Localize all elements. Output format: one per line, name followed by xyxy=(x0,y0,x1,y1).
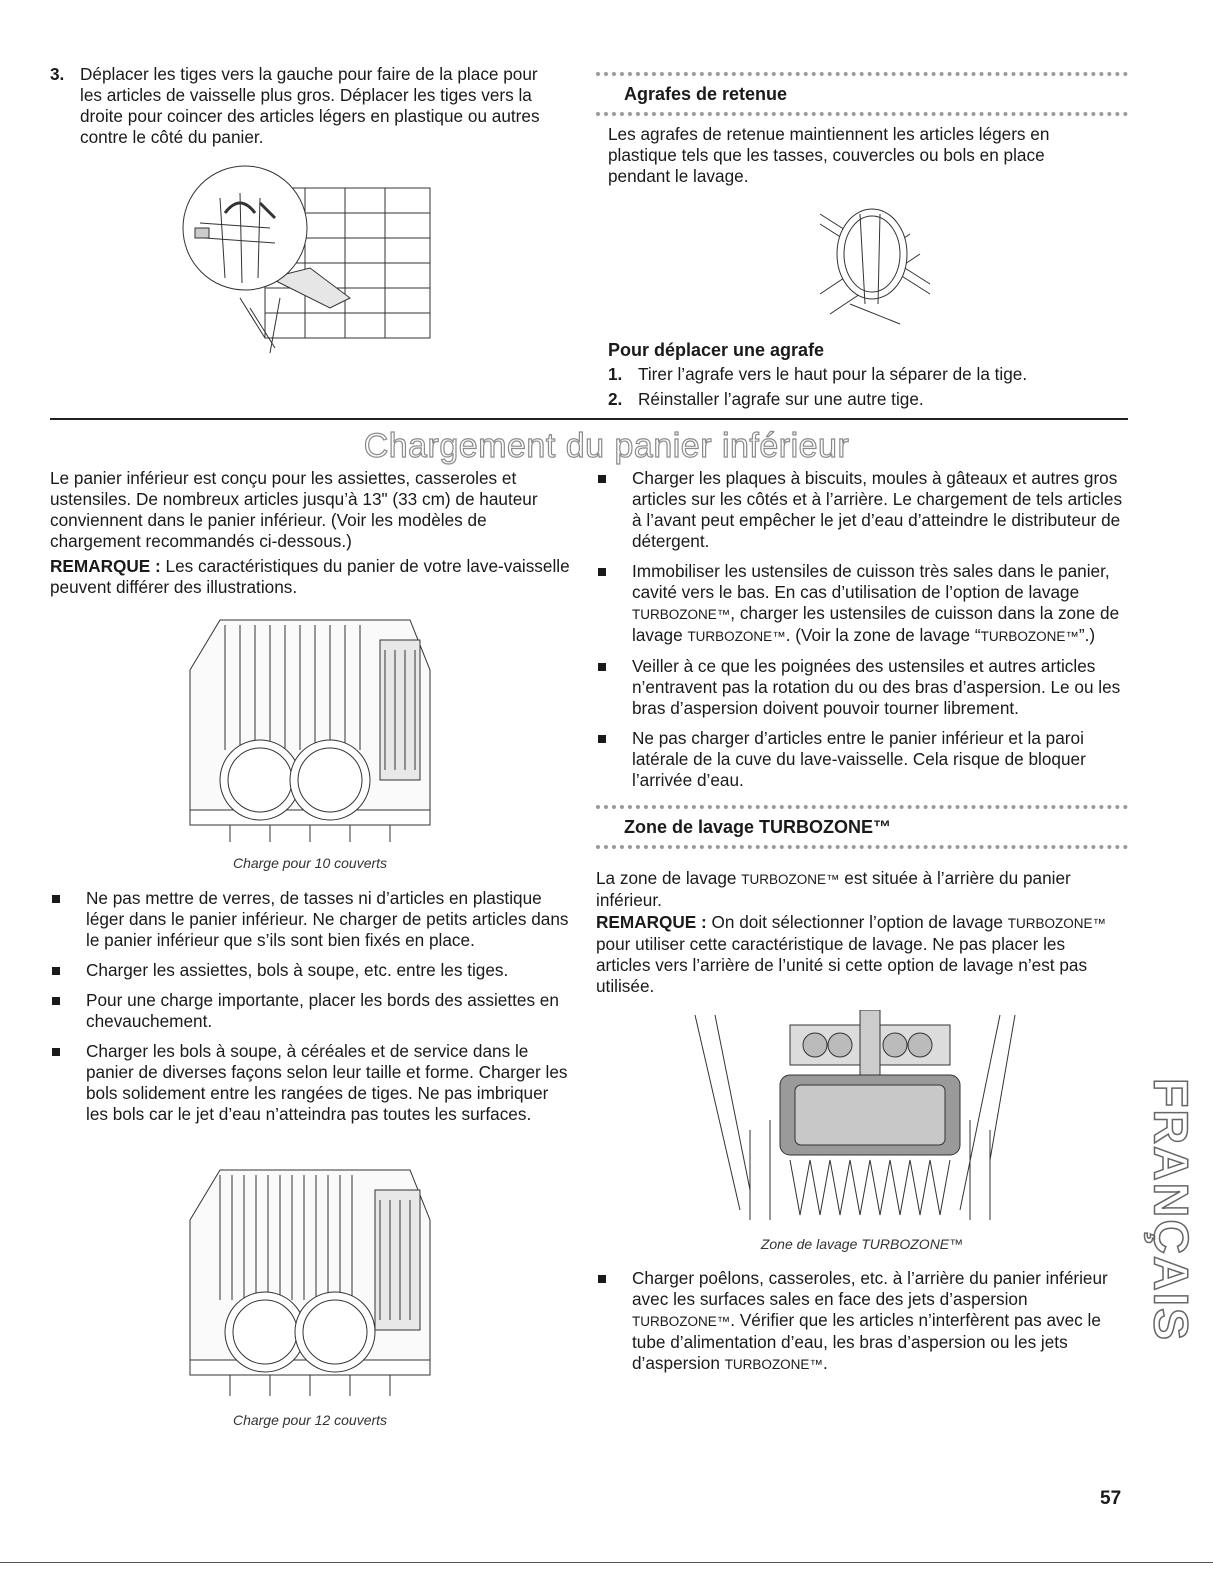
rack-tines-illustration xyxy=(180,158,440,358)
list-item: Ne pas charger d’articles entre le panier inférieur et la paroi latérale de la cuve du lave-vaisselle. Cela risque de bloquer l’arrivée d’eau. xyxy=(596,728,1128,791)
page-number: 57 xyxy=(1100,1488,1122,1509)
step-text: Déplacer les tiges vers la gauche pour faire de la place pour les articles de vaisselle plus gros. Déplacer les tiges vers la droite pour coincer des articles légers en plastique ou autres contre le côté du panier. xyxy=(80,64,540,147)
list-item: Charger les bols à soupe, à céréales et de service dans le panier de diverses façons selon leur taille et forme. Charger les bols solidement entre les rangées de tiges. Ne pas imbriquer les bols car le jet d’eau n’atteindra pas toutes les surfaces. xyxy=(50,1041,570,1125)
turbozone-heading-box xyxy=(596,805,1128,849)
turbozone-mark: TURBOZONE™ xyxy=(632,1314,731,1329)
step-number: 3. xyxy=(50,64,65,84)
turbozone-intro xyxy=(596,868,1116,911)
caption-text: Zone de lavage xyxy=(760,1236,862,1252)
agrafes-heading: Agrafes de retenue xyxy=(624,84,788,104)
note-text: Les caractéristiques du panier de votre lave-vaisselle peuvent différer des illustrations. xyxy=(50,556,570,597)
section-divider xyxy=(50,418,1128,420)
turbozone-illustration xyxy=(690,1010,1020,1225)
turbozone-mark: TURBOZONE™ xyxy=(1007,916,1107,931)
step-3 xyxy=(50,64,570,148)
list-item: Ne pas mettre de verres, de tasses ni d’articles en plastique léger dans le panier inférieur. Ne charger de petits articles dans le panier inférieur que s’ils sont bien fixés en place. xyxy=(50,888,570,951)
bullet-text: . xyxy=(822,1353,828,1373)
clip-step-2 xyxy=(608,389,1128,410)
move-clip-heading: Pour déplacer une agrafe xyxy=(608,340,825,360)
left-bullet-list xyxy=(50,888,570,1134)
bullet-text: Charger poêlons, casseroles, etc. à l’arrière du panier inférieur avec les surfaces sales en face des jets d’aspersion xyxy=(632,1268,1108,1309)
caption-turbozone xyxy=(596,1236,1128,1252)
turbozone-mark: TURBOZONE™ xyxy=(741,872,840,887)
right-bullet-list xyxy=(596,468,1128,800)
clip-step-1-text: Tirer l’agrafe vers le haut pour la séparer de la tige. xyxy=(638,364,1028,384)
turbozone-note xyxy=(596,912,1116,997)
agrafes-heading-box xyxy=(596,72,1128,116)
bullet-text: Immobiliser les ustensiles de cuisson très sales dans le panier, cavité vers le bas. En cas d’utilisation de l’option de lavage xyxy=(632,561,1110,602)
lower-rack-note xyxy=(50,556,570,598)
bottom-rule xyxy=(0,1562,1213,1563)
note-label: REMARQUE : xyxy=(596,912,707,932)
note-label: REMARQUE : xyxy=(50,556,161,576)
bullet-text: , charger les ustensiles de cuisson dans la zone de lavage xyxy=(632,603,1120,645)
agrafes-text: Les agrafes de retenue maintiennent les articles légers en plastique tels que les tasses, couvercles ou bols en place pendant le lavage. xyxy=(608,124,1050,186)
text: La zone de lavage xyxy=(596,868,742,888)
clip-step-2-num: 2. xyxy=(608,389,623,409)
turbozone-mark: TURBOZONE™ xyxy=(980,629,1079,644)
lower-rack-title: Chargement du panier inférieur xyxy=(363,427,850,465)
twelve-place-setting-illustration xyxy=(180,1160,440,1400)
turbozone-mark: TURBOZONE™ xyxy=(724,1357,823,1372)
language-side-tab xyxy=(1140,1060,1200,1360)
turbozone-bullet-list xyxy=(596,1268,1128,1384)
text: On doit sélectionner l’option de lavage xyxy=(706,912,1008,932)
caption-ten-settings: Charge pour 10 couverts xyxy=(232,855,388,871)
bullet-text: . Vérifier que les articles n’interfèrent pas avec le tube d’alimentation d’eau, les bras d’aspersion ou les jets d’aspersion xyxy=(632,1310,1101,1373)
list-item: Charger les plaques à biscuits, moules à gâteaux et autres gros articles sur les côtés et à l’arrière. Le chargement de tels articles à l’avant peut empêcher le jet d’eau d’atteindre le distributeur de détergent. xyxy=(596,468,1128,552)
ten-place-setting-illustration xyxy=(180,610,440,845)
list-item xyxy=(596,561,1128,647)
text: pour utiliser cette caractéristique de lavage. Ne pas placer les articles vers l’arrière de l’unité si cette option de lavage n’est pas utilisée. xyxy=(596,934,1088,996)
clip-step-1-num: 1. xyxy=(608,364,623,384)
list-item xyxy=(596,1268,1128,1375)
list-item: Charger les assiettes, bols à soupe, etc. entre les tiges. xyxy=(50,960,570,981)
bullet-text: . (Voir la zone de lavage “ xyxy=(785,625,981,645)
list-item: Veiller à ce que les poignées des ustensiles et autres articles n’entravent pas la rotation du ou des bras d’aspersion. Le ou les bras d’aspersion doivent pouvoir tourner librement. xyxy=(596,656,1128,719)
retention-clip-illustration xyxy=(810,194,940,334)
lower-rack-intro: Le panier inférieur est conçu pour les assiettes, casseroles et ustensiles. De nombreux articles jusqu’à 13" (33 cm) de hauteur conviennent dans le panier inférieur. (Voir les modèles de chargement recommandés ci-dessous.) xyxy=(50,468,538,551)
turbozone-heading: Zone de lavage TURBOZONE™ xyxy=(624,817,892,837)
turbozone-mark: TURBOZONE™ xyxy=(632,607,731,622)
turbozone-mark: TURBOZONE™ xyxy=(687,629,786,644)
language-label: FRANÇAIS xyxy=(1143,1078,1197,1342)
caption-text: TURBOZONE™ xyxy=(861,1236,964,1252)
bullet-text: ”.) xyxy=(1078,625,1096,645)
list-item: Pour une charge importante, placer les bords des assiettes en chevauchement. xyxy=(50,990,570,1032)
clip-step-1 xyxy=(608,364,1128,385)
caption-twelve-settings: Charge pour 12 couverts xyxy=(232,1412,388,1428)
text: est située à l’arrière du panier inférieur. xyxy=(596,868,1071,910)
clip-step-2-text: Réinstaller l’agrafe sur une autre tige. xyxy=(638,389,924,409)
